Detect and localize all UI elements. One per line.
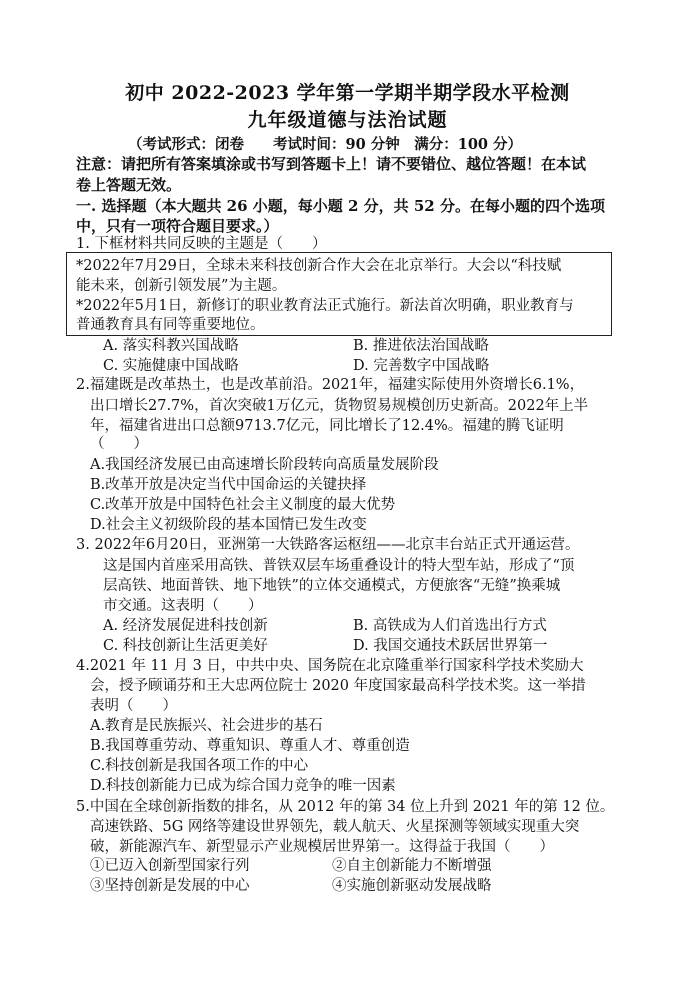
statement-3: ③坚持创新是发展的中心 (90, 878, 250, 894)
question-2-line: 年，福建省进出口总额9713.7亿元，同比增长了12.4%。福建的腾飞证明 (90, 418, 564, 434)
question-3-line: 这是国内首座采用高铁、普铁双层车场重叠设计的特大型车站，形成了“顶 (103, 558, 575, 574)
option-a: A.教育是民族振兴、社会进步的基石 (90, 718, 323, 734)
material-line: 能未来，创新引领发展”为主题。 (76, 278, 287, 294)
question-4-line: 4.2021 年 11 月 3 日，中共中央、国务院在北京隆重举行国家科学技术奖励大 (76, 658, 584, 674)
question-5-line: 高速铁路、5G 网络等建设世界领先，载人航天、火星探测等领域实现重大突 (90, 819, 580, 835)
question-3-line: 3. 2022年6月20日，亚洲第一大铁路客运枢纽——北京丰台站正式开通运营。 (76, 537, 580, 553)
statement-4: ④实施创新驱动发展战略 (332, 878, 492, 894)
question-4-line: 表明（ ） (90, 698, 177, 714)
option-b: B. 推进依法治国战略 (353, 338, 489, 354)
option-d: D.科技创新能力已成为综合国力竞争的唯一因素 (90, 778, 396, 794)
exam-title: 初中 2022-2023 学年第一学期半期学段水平检测 (125, 82, 570, 104)
option-b: B.我国尊重劳动、尊重知识、尊重人才、尊重创造 (90, 738, 410, 754)
question-3-line: 层高铁、地面普铁、地下地铁”的立体交通模式，方便旅客“无缝”换乘城 (103, 578, 561, 594)
question-2-line: 2.福建既是改革热土，也是改革前沿。2021年，福建实际使用外资增长6.1%， (76, 377, 585, 393)
question-4-line: 会，授予顾诵芬和王大忠两位院士 2020 年度国家最高科学技术奖。这一举措 (90, 678, 586, 694)
question-1-stem: 1. 下框材料共同反映的主题是（ ） (76, 236, 327, 252)
option-a: A.我国经济发展已由高速增长阶段转向高质量发展阶段 (90, 457, 439, 473)
question-3-line: 市交通。这表明（ ） (103, 598, 263, 614)
notice-line: 卷上答题无效。 (76, 176, 182, 194)
option-c: C.科技创新是我国各项工作的中心 (90, 758, 309, 774)
exam-info: （考试形式：闭卷 考试时间：90 分钟 满分：100 分） (128, 136, 523, 153)
option-b: B. 高铁成为人们首选出行方式 (353, 618, 547, 634)
material-line: *2022年7月29日，全球未来科技创新合作大会在北京举行。大会以“科技赋 (76, 258, 562, 274)
section-heading: 中，只有一项符合题目要求。） (76, 217, 279, 235)
notice-line: 注意：请把所有答案填涂或书写到答题卡上！请不要错位、越位答题！在本试 (76, 155, 587, 173)
statement-2: ②自主创新能力不断增强 (332, 858, 492, 874)
section-heading: 一. 选择题（本大题共 26 小题，每小题 2 分，共 52 分。在每小题的四个选项 (76, 197, 605, 215)
question-2-line: 出口增长27.7%，首次突破1万亿元，货物贸易规模创历史新高。2022年上半 (90, 398, 589, 414)
question-5-line: 破，新能源汽车、新型显示产业规模居世界第一。这得益于我国（ ） (90, 839, 554, 855)
option-d: D. 我国交通技术跃居世界第一 (353, 638, 548, 654)
option-d: D. 完善数字中国战略 (353, 358, 490, 374)
option-c: C. 科技创新让生活更美好 (103, 638, 268, 654)
exam-subtitle: 九年级道德与法治试题 (247, 109, 448, 131)
option-d: D.社会主义初级阶段的基本国情已发生改变 (90, 517, 367, 533)
question-2-line: （ ） (90, 436, 148, 452)
statement-1: ①已迈入创新型国家行列 (90, 858, 250, 874)
option-c: C.改革开放是中国特色社会主义制度的最大优势 (90, 497, 396, 513)
material-line: *2022年5月1日，新修订的职业教育法正式施行。新法首次明确，职业教育与 (76, 298, 574, 314)
question-5-line: 5.中国在全球创新指数的排名，从 2012 年的第 34 位上升到 2021 年的第 12 位。 (76, 799, 615, 815)
option-b: B.改革开放是决定当代中国命运的关键抉择 (90, 477, 367, 493)
option-a: A. 落实科教兴国战略 (103, 338, 239, 354)
material-line: 普通教育具有同等重要地位。 (76, 317, 265, 333)
option-c: C. 实施健康中国战略 (103, 358, 239, 374)
option-a: A. 经济发展促进科技创新 (103, 618, 268, 634)
